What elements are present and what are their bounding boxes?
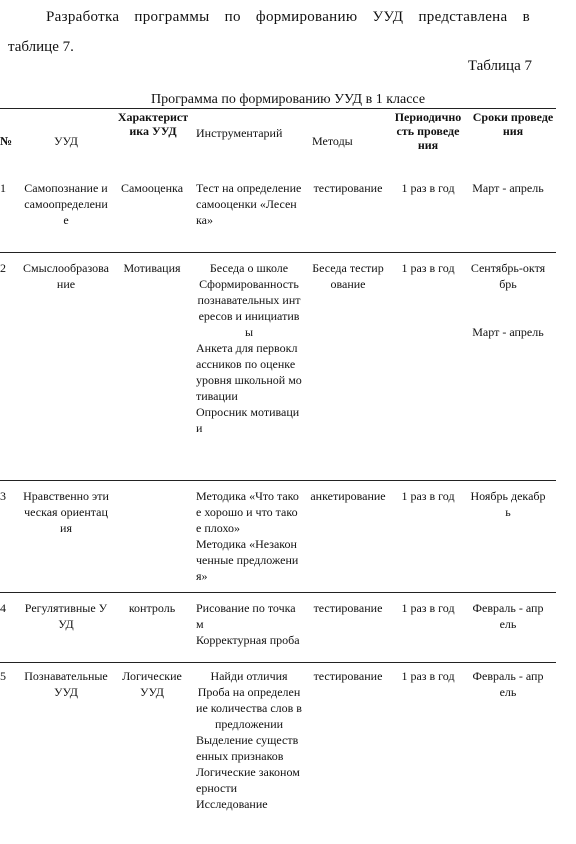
row-divider <box>0 252 556 253</box>
row-num: 1 <box>0 181 6 195</box>
row-uud: Нравственно этическая ориентация <box>23 489 109 535</box>
row-methods: анкетирование <box>310 489 386 503</box>
tool-item: Опросник мотивации <box>196 405 300 435</box>
header-characteristic: Характеристика УУД <box>117 110 189 138</box>
term-item: Февраль - апрель <box>472 601 544 631</box>
row-num: 5 <box>0 669 6 683</box>
tool-item: Выделение существенных признаков <box>196 733 299 763</box>
row-periodicity: 1 раз в год <box>401 601 455 615</box>
intro-paragraph <box>8 2 530 62</box>
row-tools <box>196 600 302 648</box>
row-methods: тестирование <box>313 181 383 195</box>
tool-item: Сформированность познавательных интересов и инициативы <box>197 277 301 339</box>
row-tools <box>196 488 302 584</box>
row-num: 3 <box>0 489 6 503</box>
header-tools: Инструментарий <box>196 126 283 140</box>
header-num: № <box>0 134 13 148</box>
row-periodicity: 1 раз в год <box>401 669 455 683</box>
tool-item: Беседа о школе <box>209 261 289 275</box>
row-characteristic: контроль <box>128 601 176 615</box>
table-caption: Программа по формированию УУД в 1 классе <box>150 92 426 107</box>
term-item: Сентябрь-октябрь <box>470 261 546 291</box>
header-periodicity: Периодичность проведения <box>394 110 462 152</box>
row-uud: Регулятивные УУД <box>24 601 108 631</box>
row-terms <box>470 668 546 700</box>
row-terms <box>470 600 546 632</box>
row-terms <box>470 260 546 340</box>
row-characteristic: Самооценка <box>120 181 184 195</box>
tool-item: Рисование по точкам <box>196 601 296 631</box>
tool-item: Логические закономерности <box>196 765 300 795</box>
term-item: Февраль - апрель <box>472 669 544 699</box>
tool-item: Найди отличия <box>210 669 288 683</box>
row-uud: Смыслообразование <box>23 261 109 291</box>
row-tools <box>196 668 302 812</box>
row-periodicity: 1 раз в год <box>401 261 455 275</box>
header-terms: Сроки проведения <box>472 110 554 138</box>
intro-line-1: Разработка программы по формированию УУД представлена в <box>46 9 530 25</box>
row-methods: тестирование <box>313 669 383 683</box>
row-divider <box>0 592 556 593</box>
tool-item: Анкета для первоклассников по оценке уровня школьной мотивации <box>196 341 302 403</box>
row-divider <box>0 480 556 481</box>
row-periodicity: 1 раз в год <box>401 181 455 195</box>
row-num: 4 <box>0 601 6 615</box>
row-terms <box>470 180 546 196</box>
header-uud: УУД <box>54 134 78 148</box>
table-number: Таблица 7 <box>467 58 532 74</box>
row-uud: Самопознание и самоопределение <box>24 181 108 227</box>
tool-item: Методика «Что такое хорошо и что такое плохо» <box>196 489 299 535</box>
row-methods: Беседа тестирование <box>312 261 384 291</box>
tool-item: Методика «Незаконченные предложения» <box>196 537 299 583</box>
row-num: 2 <box>0 261 6 275</box>
term-item: Март - апрель <box>472 325 544 339</box>
row-methods: тестирование <box>313 601 383 615</box>
row-uud: Познавательные УУД <box>24 669 108 699</box>
header-methods: Методы <box>312 134 353 148</box>
tool-item: Корректурная проба <box>196 633 300 647</box>
row-divider <box>0 662 556 663</box>
term-item: Март - апрель <box>472 181 544 195</box>
row-tools <box>196 260 302 436</box>
tool-item: Тест на определение самооценки «Лесенка» <box>196 181 302 227</box>
row-tools <box>196 180 302 228</box>
tool-item: Исследование <box>196 797 268 811</box>
row-characteristic: Логические УУД <box>122 669 182 699</box>
intro-line-2: таблице 7. <box>8 39 74 55</box>
row-characteristic: Мотивация <box>123 261 181 275</box>
term-item: Ноябрь декабрь <box>470 489 546 519</box>
row-terms <box>470 488 546 520</box>
table-top-rule <box>0 108 556 109</box>
tool-item: Проба на определение количества слов в предложении <box>196 685 302 731</box>
row-periodicity: 1 раз в год <box>401 489 455 503</box>
